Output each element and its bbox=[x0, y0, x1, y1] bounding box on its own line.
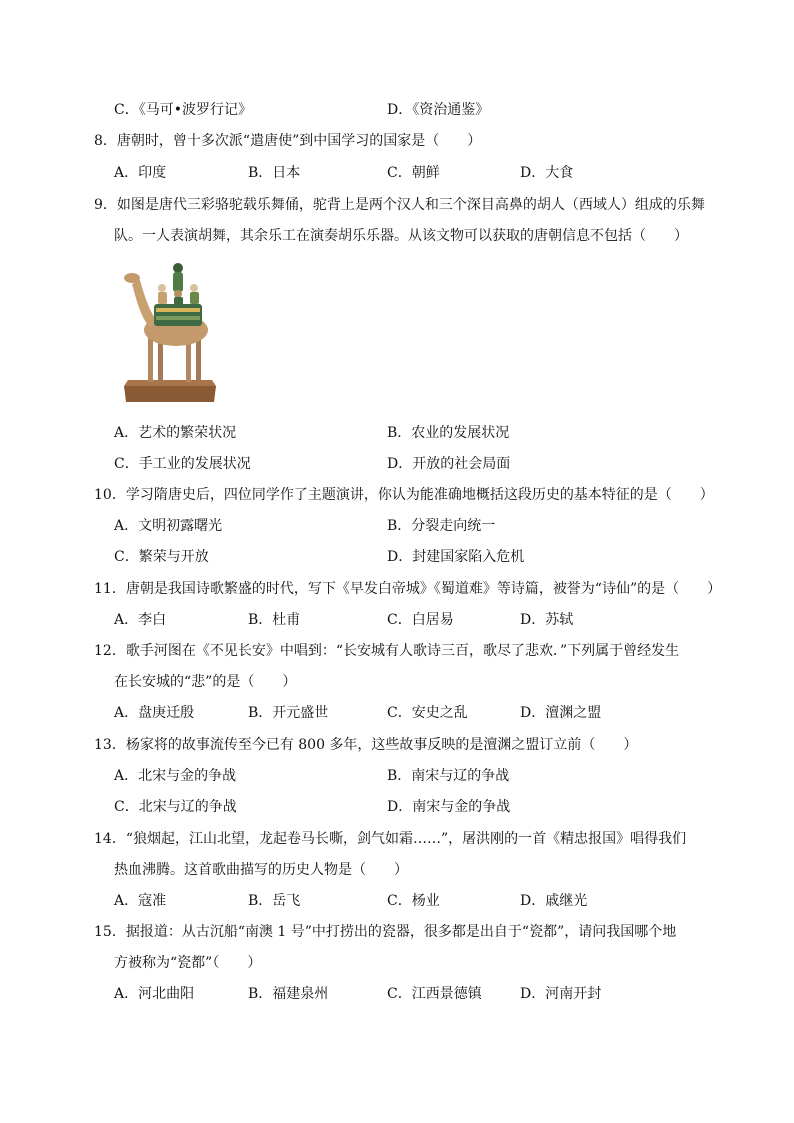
q14-option-a[interactable]: A．寇准 bbox=[114, 893, 167, 909]
q11-option-a[interactable]: A．李白 bbox=[114, 612, 167, 628]
q8-option-a[interactable]: A．印度 bbox=[114, 165, 167, 181]
question-8-stem: 8．唐朝时，曾十多次派“遣唐使”到中国学习的国家是（ ） bbox=[94, 133, 482, 149]
prev-option-c[interactable]: C．《马可•波罗行记》 bbox=[114, 102, 252, 118]
q13-option-b[interactable]: B．南宋与辽的争战 bbox=[387, 768, 510, 784]
q12-option-d[interactable]: D．澶渊之盟 bbox=[520, 705, 602, 721]
question-14-stem-line1: 14．“狼烟起，江山北望，龙起卷马长嘶，剑气如霜……”，屠洪刚的一首《精忠报国》唱得我们 bbox=[94, 831, 687, 847]
q14-option-d[interactable]: D．戚继光 bbox=[520, 893, 588, 909]
q15-option-d[interactable]: D．河南开封 bbox=[520, 986, 602, 1002]
q11-option-c[interactable]: C．白居易 bbox=[387, 612, 454, 628]
q10-option-d[interactable]: D．封建国家陷入危机 bbox=[387, 549, 525, 565]
q9-option-a[interactable]: A．艺术的繁荣状况 bbox=[114, 425, 237, 441]
q12-option-a[interactable]: A．盘庚迁殷 bbox=[114, 705, 195, 721]
question-11-stem: 11．唐朝是我国诗歌繁盛的时代，写下《早发白帝城》《蜀道难》等诗篇，被誉为“诗仙”的是（ ） bbox=[94, 581, 722, 597]
tang-sancai-camel-figure bbox=[118, 254, 222, 414]
q8-option-d[interactable]: D．大食 bbox=[520, 165, 574, 181]
q13-option-d[interactable]: D．南宋与金的争战 bbox=[387, 799, 511, 815]
q15-option-c[interactable]: C．江西景德镇 bbox=[387, 986, 482, 1002]
question-9-stem-line2: 队。一人表演胡舞，其余乐工在演奏胡乐乐器。从该文物可以获取的唐朝信息不包括（ ） bbox=[114, 228, 688, 244]
q9-option-b[interactable]: B．农业的发展状况 bbox=[387, 425, 510, 441]
q11-option-d[interactable]: D．苏轼 bbox=[520, 612, 574, 628]
q9-option-c[interactable]: C．手工业的发展状况 bbox=[114, 456, 251, 472]
q14-option-b[interactable]: B．岳飞 bbox=[248, 893, 301, 909]
q13-option-c[interactable]: C．北宋与辽的争战 bbox=[114, 799, 237, 815]
question-15-stem-line1: 15．据报道：从古沉船“南澳 1 号”中打捞出的瓷器，很多都是出自于“瓷都”，请问我国哪个地 bbox=[94, 924, 677, 940]
q8-option-c[interactable]: C．朝鲜 bbox=[387, 165, 440, 181]
q15-option-a[interactable]: A．河北曲阳 bbox=[114, 986, 195, 1002]
prev-option-d[interactable]: D．《资治通鉴》 bbox=[387, 102, 490, 118]
question-12-stem-line2: 在长安城的“悲”的是（ ） bbox=[114, 674, 297, 690]
q14-option-c[interactable]: C．杨业 bbox=[387, 893, 440, 909]
question-12-stem-line1: 12．歌手河图在《不见长安》中唱到：“长安城有人歌诗三百，歌尽了悲欢．”下列属于曾经发生 bbox=[94, 643, 680, 659]
question-15-stem-line2: 方被称为“瓷都”（ ） bbox=[114, 955, 262, 971]
question-9-stem-line1: 9．如图是唐代三彩骆驼载乐舞俑，驼背上是两个汉人和三个深目高鼻的胡人（西域人）组成的乐舞 bbox=[94, 197, 705, 213]
q15-option-b[interactable]: B．福建泉州 bbox=[248, 986, 329, 1002]
question-10-stem: 10．学习隋唐史后，四位同学作了主题演讲，你认为能准确地概括这段历史的基本特征的是（ ） bbox=[94, 487, 714, 503]
q11-option-b[interactable]: B．杜甫 bbox=[248, 612, 301, 628]
question-14-stem-line2: 热血沸腾。这首歌曲描写的历史人物是（ ） bbox=[114, 862, 408, 878]
q10-option-b[interactable]: B．分裂走向统一 bbox=[387, 518, 496, 534]
q13-option-a[interactable]: A．北宋与金的争战 bbox=[114, 768, 237, 784]
q12-option-b[interactable]: B．开元盛世 bbox=[248, 705, 329, 721]
q12-option-c[interactable]: C．安史之乱 bbox=[387, 705, 468, 721]
q10-option-c[interactable]: C．繁荣与开放 bbox=[114, 549, 209, 565]
q10-option-a[interactable]: A．文明初露曙光 bbox=[114, 518, 223, 534]
question-13-stem: 13．杨家将的故事流传至今已有 800 多年，这些故事反映的是澶渊之盟订立前（ ） bbox=[94, 737, 638, 753]
q9-option-d[interactable]: D．开放的社会局面 bbox=[387, 456, 511, 472]
q8-option-b[interactable]: B．日本 bbox=[248, 165, 301, 181]
